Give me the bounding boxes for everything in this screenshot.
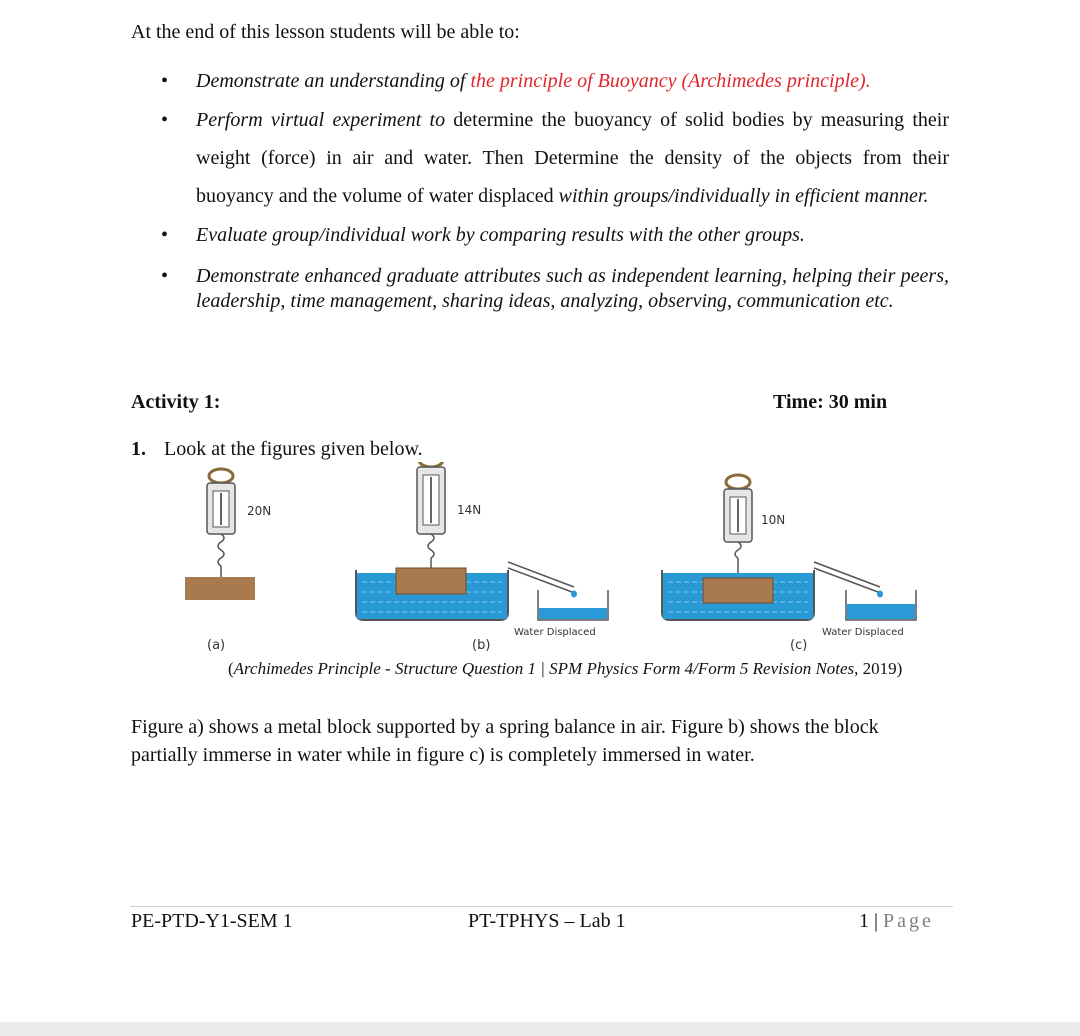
objective-item	[131, 216, 949, 254]
panel-b	[356, 462, 608, 653]
page-number: 1	[859, 910, 869, 932]
objective-text-italic: within groups/individually in efficient manner.	[558, 185, 929, 207]
bullet: •	[161, 265, 169, 287]
metal-block	[185, 577, 255, 600]
panel-label: (c)	[790, 638, 808, 653]
objective-item	[131, 62, 949, 100]
page-bottom-strip	[0, 1022, 1080, 1036]
activity-time: Time: 30 min	[773, 391, 888, 413]
footer-divider	[130, 906, 953, 907]
panel-label: (a)	[207, 638, 226, 653]
spout	[508, 562, 574, 587]
objective-item	[131, 264, 949, 314]
objectives-list	[131, 62, 949, 314]
objective-text: Demonstrate an understanding of	[196, 70, 471, 92]
reading-label: 14N	[457, 503, 482, 517]
caption-year: , 2019)	[854, 659, 903, 678]
objective-text: Evaluate group/individual work by comparing results with the other groups.	[196, 224, 805, 246]
hook	[735, 542, 741, 558]
page-separator: |	[869, 910, 884, 932]
spout	[814, 568, 878, 592]
metal-block	[703, 578, 773, 603]
water-drop	[877, 591, 883, 598]
reading-label: 20N	[247, 504, 272, 518]
objective-text-italic: Perform virtual experiment to	[196, 109, 446, 131]
figure-description: Figure a) shows a metal block supported by a spring balance in air. Figure b) shows the block partially immerse in water while in figure c) is completely immersed in water.	[131, 716, 879, 766]
balance-ring	[726, 475, 750, 489]
page-word: Page	[883, 910, 934, 932]
objective-highlight: the principle of Buoyancy (Archimedes principle).	[470, 70, 871, 92]
bullet: •	[161, 224, 169, 246]
panel-label: (b)	[472, 638, 491, 653]
metal-block	[396, 568, 466, 594]
activity-title: Activity 1:	[131, 391, 221, 413]
lesson-intro: At the end of this lesson students will be able to:	[131, 21, 520, 43]
displaced-water	[539, 608, 607, 619]
bullet: •	[161, 70, 169, 92]
footer-page	[859, 910, 934, 933]
hook	[428, 534, 434, 558]
objective-item	[131, 101, 949, 215]
reading-label: 10N	[761, 513, 786, 527]
archimedes-figure	[150, 462, 950, 657]
figure-caption	[228, 659, 902, 679]
spout	[814, 562, 880, 587]
balance-ring	[209, 469, 233, 483]
panel-c	[662, 475, 916, 653]
water-displaced-label: Water Displaced	[822, 627, 904, 638]
hook	[218, 534, 224, 566]
footer-course-code: PE-PTD-Y1-SEM 1	[131, 910, 293, 932]
objective-text: determine the buoyancy of solid bodies by measuring their weight (force) in air and water. Then Determine the density of the objects from their buoyancy and the volume of water displaced	[196, 109, 949, 207]
objective-text: Demonstrate enhanced graduate attributes such as independent learning, helping their peers, leadership, time management, sharing ideas, analyzing, observing, communication etc.	[196, 265, 949, 312]
panel-a	[185, 469, 271, 653]
spout	[508, 568, 572, 592]
footer-lab-title: PT-TPHYS – Lab 1	[468, 910, 626, 932]
question-text: Look at the figures given below.	[164, 438, 423, 460]
water-displaced-label: Water Displaced	[514, 627, 596, 638]
displaced-water	[847, 604, 915, 619]
question-number: 1.	[131, 438, 146, 460]
caption-title: Archimedes Principle - Structure Question 1 | SPM Physics Form 4/Form 5 Revision Notes	[233, 659, 855, 678]
caption-paren: (	[228, 659, 234, 678]
water-drop	[571, 591, 577, 598]
bullet: •	[161, 109, 169, 131]
